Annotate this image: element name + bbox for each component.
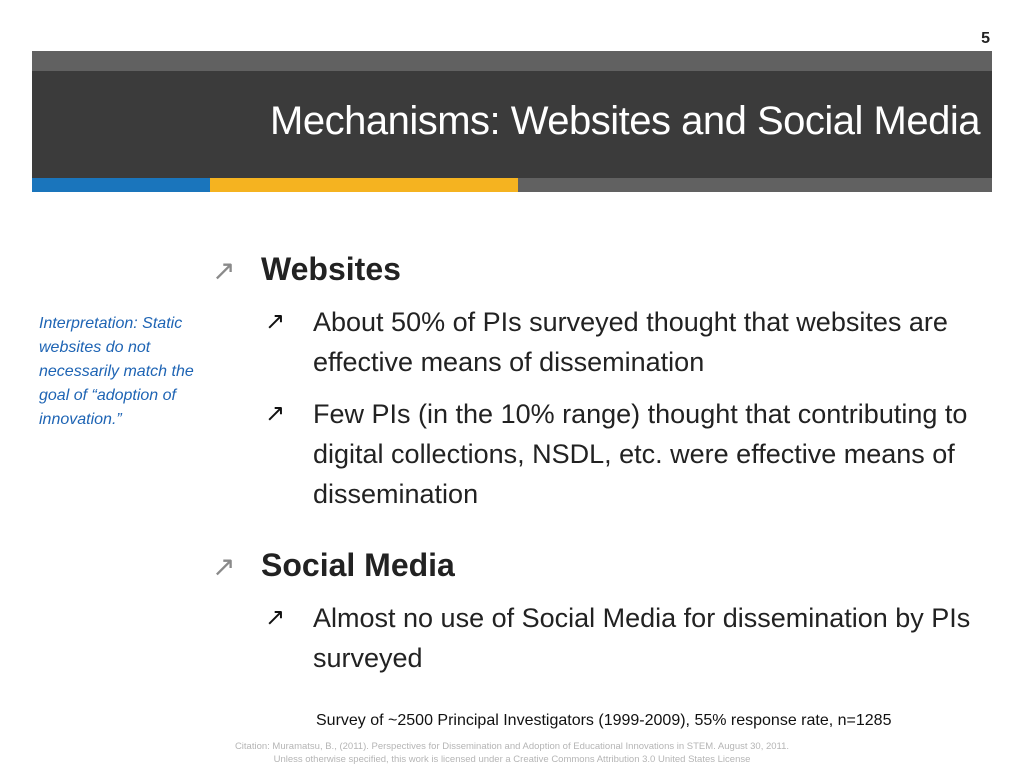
bullet-websites-heading: Websites [261, 251, 401, 287]
interpretation-note: Interpretation: Static websites do not necessarily match the goal of “adoption of innovation.” [39, 315, 194, 428]
arrow-up-right-icon: ↗︎ [265, 400, 286, 427]
citation-line: Citation: Muramatsu, B., (2011). Perspectives for Dissemination and Adoption of Educational Innovations in STEM. August 30, 2011. [234, 741, 790, 752]
accent-blue-segment [32, 178, 210, 192]
arrow-up-right-icon: ↗︎ [212, 255, 236, 286]
sub-bullet [212, 598, 992, 678]
license-line: Unless otherwise specified, this work is licensed under a Creative Commons Attribution 3.0 United States License [273, 754, 751, 765]
sub-bullet [212, 302, 992, 382]
arrow-up-right-icon: ↗︎ [265, 604, 286, 631]
bullet-content [212, 248, 992, 678]
arrow-up-right-icon: ↗︎ [265, 308, 286, 335]
sub-bullet-text: About 50% of PIs surveyed thought that websites are effective means of dissemination [313, 307, 948, 377]
top-gray-strip [32, 51, 992, 71]
bullet-social-media [212, 544, 992, 586]
citation-footer [0, 740, 1024, 766]
bullet-websites [212, 248, 992, 290]
accent-yellow-segment [210, 178, 518, 192]
accent-bar [32, 178, 992, 192]
sub-bullet-text: Almost no use of Social Media for dissemination by PIs surveyed [313, 603, 971, 673]
survey-note: Survey of ~2500 Principal Investigators (1999-2009), 55% response rate, n=1285 [316, 712, 892, 729]
bullet-social-media-heading: Social Media [261, 547, 455, 583]
title-bar [32, 71, 992, 178]
sub-bullet-text: Few PIs (in the 10% range) thought that contributing to digital collections, NSDL, etc. were effective means of dissemination [313, 399, 968, 509]
sub-bullet [212, 394, 992, 514]
arrow-up-right-icon: ↗︎ [212, 551, 236, 582]
slide-number: 5 [981, 30, 990, 47]
accent-gray-segment [518, 178, 992, 192]
slide-title: Mechanisms: Websites and Social Media [270, 99, 980, 143]
